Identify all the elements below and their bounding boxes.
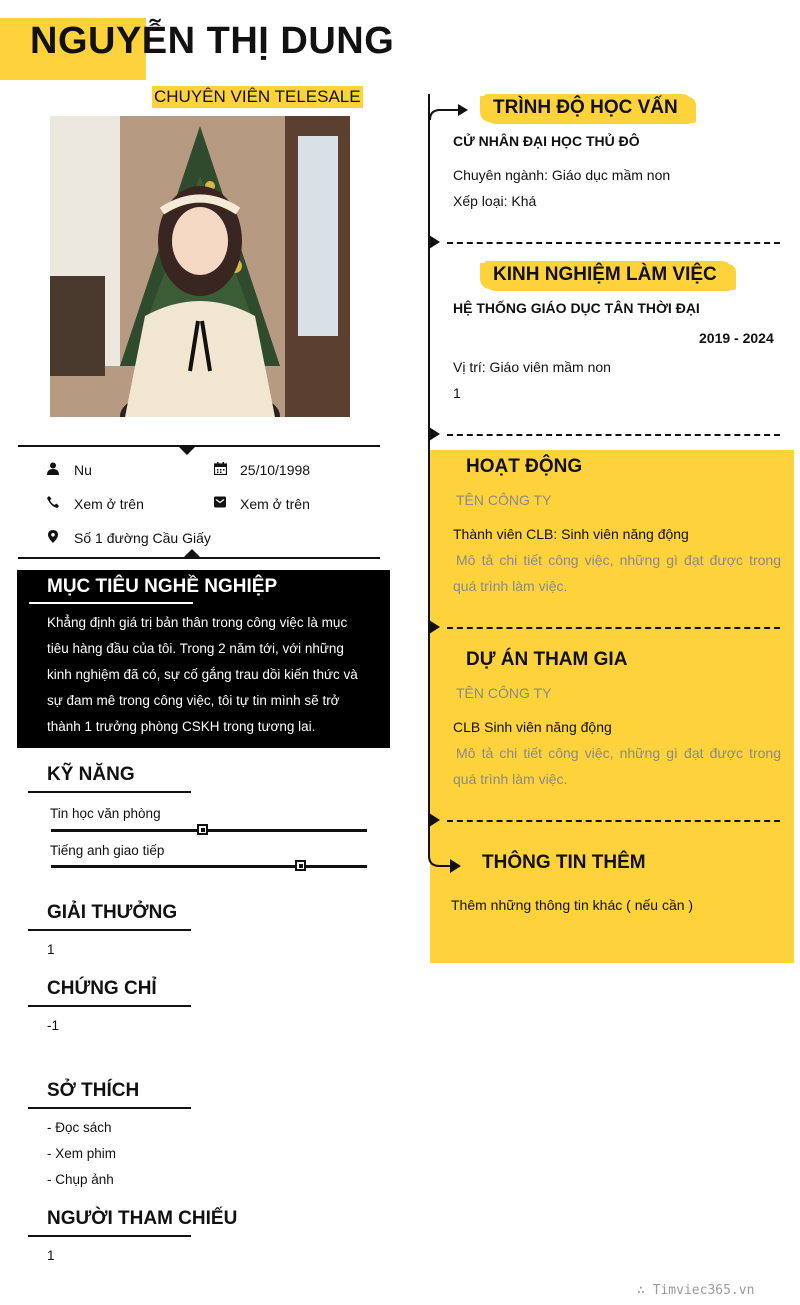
user-icon [46,461,60,475]
skills-title: KỸ NĂNG [47,764,135,785]
experience-title: KINH NGHIỆM LÀM VIỆC [493,264,717,285]
skill-name: Tin học văn phòng [50,806,161,821]
skill-level-marker [295,860,306,871]
education-title: TRÌNH ĐỘ HỌC VẤN [493,97,678,118]
awards-title: GIẢI THƯỞNG [47,902,178,923]
contact-address: Số 1 đường Cầu Giấy [74,530,211,546]
contact-gender: Nu [74,462,92,478]
phone-icon [46,495,60,509]
profile-photo [50,116,350,417]
hobbies-underline [28,1107,191,1109]
more-info-title: THÔNG TIN THÊM [482,852,646,873]
job-title: CHUYÊN VIÊN TELESALE [154,87,361,106]
envelope-icon [213,495,227,509]
career-objective-section [17,570,390,748]
contact-birthday: 25/10/1998 [240,462,311,478]
map-pin-icon [46,529,60,543]
projects-company: TÊN CÔNG TY [456,685,552,701]
timeline-marker [429,813,440,827]
skill-track [51,829,367,832]
contact-top-notch [179,447,195,455]
activities-title: HOẠT ĐỘNG [466,456,583,477]
career-objective-underline [29,602,193,604]
timeline-line [428,94,430,854]
section-divider [447,434,780,436]
experience-period: 2019 - 2024 [699,330,774,346]
projects-title: DỰ ÁN THAM GIA [466,649,628,670]
certificates-underline [28,1005,191,1007]
skills-underline [28,791,191,793]
contact-top-divider [18,445,380,447]
activities-company: TÊN CÔNG TY [456,492,552,508]
awards-text: 1 [47,942,55,957]
experience-position: Vị trí: Giáo viên mầm non [453,359,611,375]
more-info-text: Thêm những thông tin khác ( nếu cần ) [451,897,694,913]
hobbies-title: SỞ THÍCH [47,1080,140,1101]
section-divider [447,242,780,244]
references-text: 1 [47,1248,55,1263]
education-rank: Xếp loại: Khá [453,193,537,209]
timeline-bottom-arrow [428,850,462,876]
timeline-marker [429,620,440,634]
contact-phone: Xem ở trên [74,496,144,512]
projects-role: CLB Sinh viên năng động [453,719,612,735]
experience-detail: 1 [453,385,461,401]
contact-bottom-notch [184,549,200,557]
skill-name: Tiếng anh giao tiếp [50,843,165,858]
candidate-name: NGUYỄN THỊ DUNG [30,20,395,62]
hobby-item: - Chụp ảnh [47,1172,114,1187]
calendar-icon [213,461,227,475]
skill-level-marker [197,824,208,835]
projects-description: Mô tả chi tiết công việc, những gì đạt được trong quá trình làm việc. [453,745,781,787]
references-underline [28,1235,191,1237]
timeline-marker [429,235,440,249]
education-major: Chuyên ngành: Giáo dục mầm non [453,167,671,183]
timeline-top-arrow [428,102,468,120]
section-divider [447,627,780,629]
watermark: ∴ Timviec365.vn [637,1283,755,1298]
awards-underline [28,929,191,931]
contact-email: Xem ở trên [240,496,310,512]
certificates-title: CHỨNG CHỈ [47,978,157,999]
timeline-marker [429,427,440,441]
education-school: CỬ NHÂN ĐẠI HỌC THỦ ĐÔ [453,133,640,149]
hobby-item: - Xem phim [47,1146,117,1161]
contact-bottom-divider [18,557,380,559]
career-objective-text: Khẳng định giá trị bản thân trong công việc là mục tiêu hàng đầu của tôi. Trong 2 năm tới, với những kinh nghiệm đã có, sự cố gắng trau dồi kiến thức và sự đam mê trong công việc, tôi tự tin mình sẽ trở thành 1 trưởng phòng CSKH trong tương lai. [47,615,358,734]
hobby-item: - Đọc sách [47,1120,112,1135]
references-title: NGƯỜI THAM CHIẾU [47,1208,238,1229]
activities-description: Mô tả chi tiết công việc, những gì đạt được trong quá trình làm việc. [453,552,781,594]
section-divider [447,820,780,822]
activities-role: Thành viên CLB: Sinh viên năng động [453,526,689,542]
certificates-text: -1 [47,1018,60,1033]
experience-company: HỆ THỐNG GIÁO DỤC TÂN THỜI ĐẠI [453,300,700,316]
career-objective-title: MỤC TIÊU NGHỀ NGHIỆP [47,576,278,597]
skill-track [51,865,367,868]
